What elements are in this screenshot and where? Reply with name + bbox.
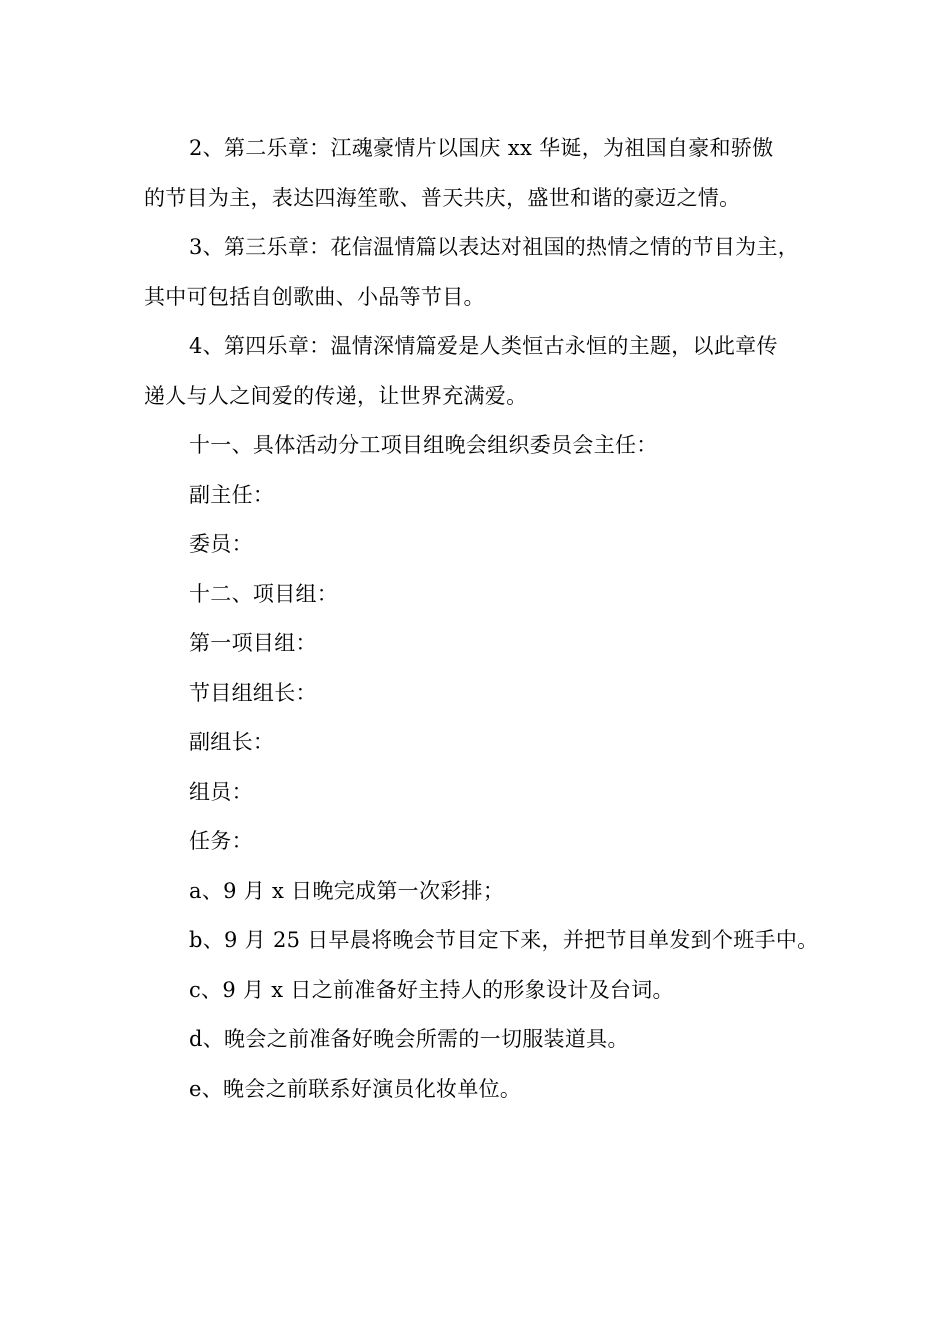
field-label: 节目组组长：: [189, 680, 317, 705]
field-label: 委员：: [189, 532, 253, 556]
section-heading: 十一、具体活动分工项目组晚会组织委员会主任：: [189, 433, 658, 457]
section-heading: 十二、项目组：: [189, 581, 339, 606]
field-label: 第一项目组：: [189, 631, 317, 655]
field-label: 副组长：: [189, 730, 275, 754]
task-item: c、9 月 x 日之前准备好主持人的形象设计及台词。: [189, 977, 674, 1002]
task-item: e、晚会之前联系好演员化妆单位。: [189, 1076, 522, 1101]
paragraph-line: 递人与人之间爱的传递，让世界充满爱。: [144, 383, 528, 408]
paragraph-line: 3、第三乐章：花信温情篇以表达对祖国的热情之情的节目为主，: [189, 235, 800, 259]
task-item: a、9 月 x 日晚完成第一次彩排；: [189, 878, 505, 903]
field-label: 任务：: [189, 829, 253, 853]
document-body: [144, 124, 834, 1114]
task-item: d、晚会之前准备好晚会所需的一切服装道具。: [189, 1027, 629, 1051]
paragraph-line: 2、第二乐章：江魂豪情片以国庆 xx 华诞，为祖国自豪和骄傲: [189, 136, 774, 160]
paragraph-line: 4、第四乐章：温情深情篇爱是人类恒古永恒的主题，以此章传: [189, 334, 778, 358]
paragraph-line: 的节目为主，表达四海笙歌、普天共庆，盛世和谐的豪迈之情。: [144, 185, 741, 210]
task-item: b、9 月 25 日早晨将晚会节目定下来，并把节目单发到个班手中。: [189, 928, 819, 952]
field-label: 组员：: [189, 779, 253, 804]
paragraph-line: 其中可包括自创歌曲、小品等节目。: [144, 284, 485, 309]
field-label: 副主任：: [189, 482, 275, 507]
